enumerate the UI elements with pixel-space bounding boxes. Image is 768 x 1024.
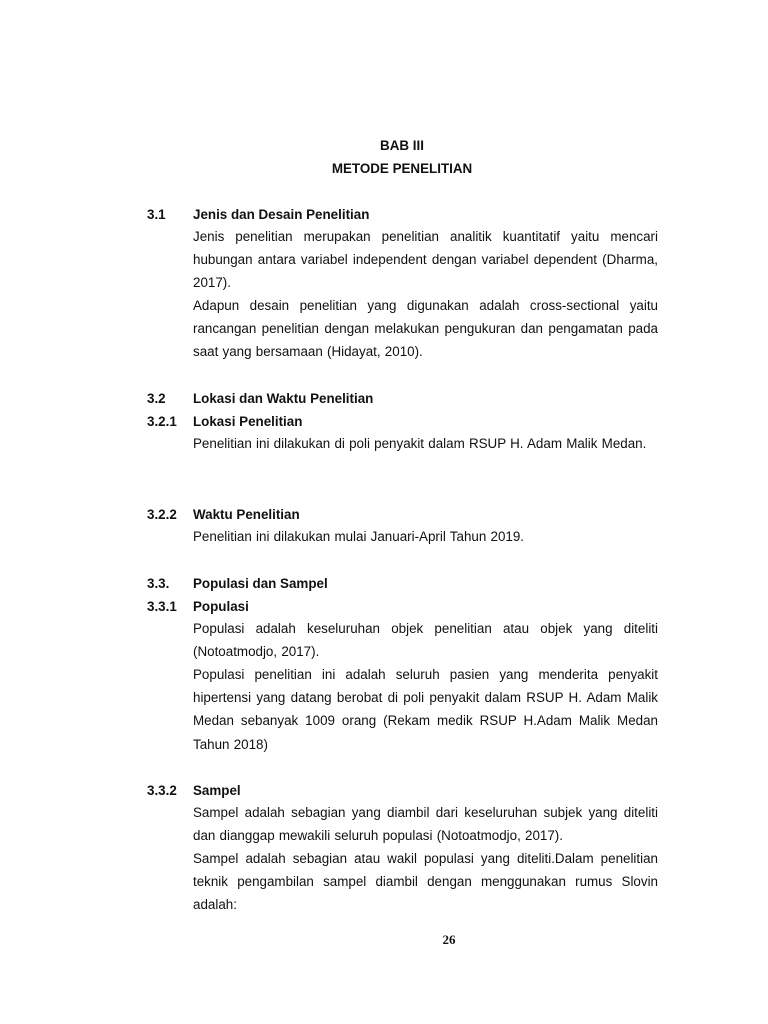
paragraph-3-1-1: Jenis penelitian merupakan penelitian analitik kuantitatif yaitu mencari hubungan antara variabel independent dengan variabel dependent (Dharma, 2017). xyxy=(193,229,658,291)
paragraph-3-1-2: Adapun desain penelitian yang digunakan adalah cross-sectional yaitu rancangan penelitian dengan melakukan pengukuran dan pengamatan pada saat yang bersamaan (Hidayat, 2010). xyxy=(193,298,658,360)
section-heading-3-2: Lokasi dan Waktu Penelitian xyxy=(193,391,374,406)
page-number: 26 xyxy=(442,932,456,947)
paragraph-3-3-2-2: Sampel adalah sebagian atau wakil populasi yang diteliti.Dalam penelitian teknik pengambilan sampel diambil dengan menggunakan rumus Slovin adalah: xyxy=(193,851,658,913)
section-number-3-2: 3.2 xyxy=(147,391,166,406)
chapter-title: METODE PENELITIAN xyxy=(331,161,473,176)
paragraph-3-3-1-1: Populasi adalah keseluruhan objek penelitian atau objek yang diteliti (Notoatmodjo, 2017). xyxy=(193,621,658,660)
paragraph-3-2-2-1: Penelitian ini dilakukan mulai Januari-April Tahun 2019. xyxy=(193,529,525,544)
section-heading-3-2-2: Waktu Penelitian xyxy=(193,507,300,522)
paragraph-3-2-1-1: Penelitian ini dilakukan di poli penyakit dalam RSUP H. Adam Malik Medan. xyxy=(193,436,647,451)
paragraph-3-3-2-1: Sampel adalah sebagian yang diambil dari keseluruhan subjek yang diteliti dan dianggap mewakili seluruh populasi (Notoatmodjo, 2017). xyxy=(193,805,658,844)
section-heading-3-3-1: Populasi xyxy=(193,599,249,614)
section-heading-3-3-2: Sampel xyxy=(193,783,241,798)
section-number-3-3-2: 3.3.2 xyxy=(147,783,177,798)
paragraph-3-3-1-2: Populasi penelitian ini adalah seluruh pasien yang menderita penyakit hipertensi yang datang berobat di poli penyakit dalam RSUP H. Adam Malik Medan sebanyak 1009 orang (Rekam medik RSUP H.Adam Malik Medan Tahun 2018) xyxy=(193,667,658,752)
section-number-3-3: 3.3. xyxy=(147,576,170,591)
section-heading-3-1: Jenis dan Desain Penelitian xyxy=(193,207,370,222)
chapter-number: BAB III xyxy=(380,138,424,153)
section-heading-3-3: Populasi dan Sampel xyxy=(193,576,328,591)
section-number-3-2-1: 3.2.1 xyxy=(147,414,177,429)
section-number-3-1: 3.1 xyxy=(147,207,166,222)
section-heading-3-2-1: Lokasi Penelitian xyxy=(193,414,303,429)
section-number-3-2-2: 3.2.2 xyxy=(147,507,177,522)
section-number-3-3-1: 3.3.1 xyxy=(147,599,177,614)
